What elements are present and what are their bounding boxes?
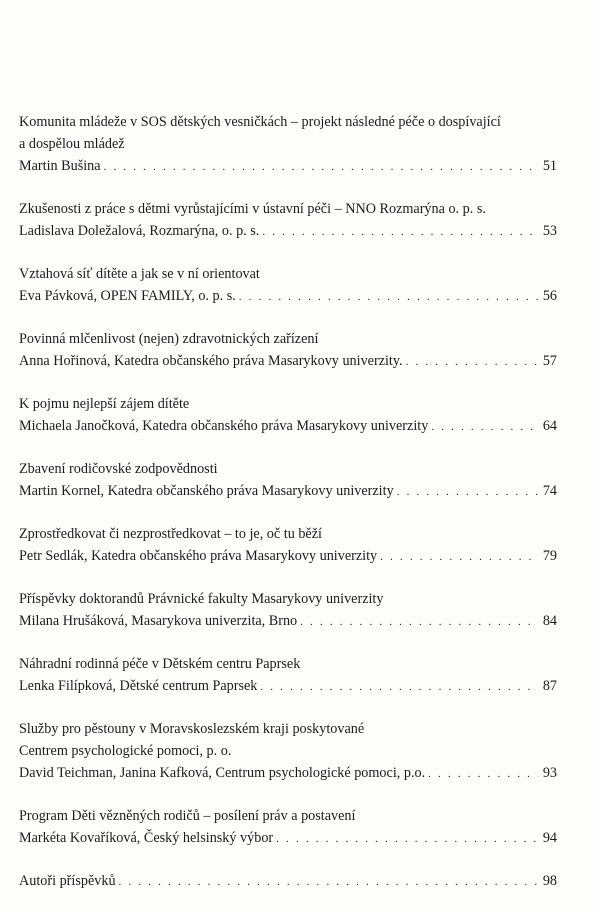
entry-author-row <box>19 285 557 308</box>
toc-entry <box>19 393 557 438</box>
entry-author: Milana Hrušáková, Masarykova univerzita, Brno <box>19 613 298 629</box>
entry-page-number: 57 <box>542 353 557 369</box>
entry-page-number: 53 <box>542 223 557 239</box>
leader-dots <box>397 481 538 503</box>
entry-author: Martin Kornel, Katedra občanského práva Masarykovy univerzity <box>19 483 394 499</box>
entry-title-line: Komunita mládeže v SOS dětských vesničkách – projekt následné péče o dospívající <box>19 114 501 130</box>
leader-dots <box>119 871 538 893</box>
entry-author: Martin Bušina <box>19 158 101 174</box>
entry-page-number: 98 <box>542 873 557 889</box>
toc-entry <box>19 870 557 893</box>
entry-author: Michaela Janočková, Katedra občanského práva Masarykovy univerzity <box>19 418 429 434</box>
entry-title-line: Zbavení rodičovské zodpovědnosti <box>19 461 218 477</box>
entry-author: Markéta Kovaříková, Český helsinský výbor <box>19 830 274 846</box>
entry-author-row <box>19 827 557 850</box>
entry-page-number: 87 <box>542 678 557 694</box>
entry-page-number: 79 <box>542 548 557 564</box>
entry-title-line: Zkušenosti z práce s dětmi vyrůstajícími v ústavní péči – NNO Rozmarýna o. p. s. <box>19 201 486 217</box>
toc-entry <box>19 328 557 373</box>
entry-title-line: Centrem psychologické pomoci, p. o. <box>19 743 232 759</box>
entry-author-row <box>19 675 557 698</box>
entry-author-row <box>19 545 557 568</box>
entry-title-line: Náhradní rodinná péče v Dětském centru Paprsek <box>19 656 301 672</box>
entry-author-row <box>19 480 557 503</box>
leader-dots <box>380 546 538 568</box>
entry-title-line: Vztahová síť dítěte a jak se v ní orientovat <box>19 266 260 282</box>
entry-author-row <box>19 415 557 438</box>
entry-author-row <box>19 762 557 785</box>
entry-page-number: 74 <box>542 483 557 499</box>
table-of-contents <box>19 111 557 913</box>
entry-page-number: 51 <box>542 158 557 174</box>
toc-entry <box>19 111 557 178</box>
leader-dots <box>239 286 538 308</box>
toc-entry <box>19 805 557 850</box>
leader-dots <box>276 828 538 850</box>
entry-author-row <box>19 220 557 243</box>
entry-author: Petr Sedlák, Katedra občanského práva Masarykovy univerzity <box>19 548 378 564</box>
toc-entry <box>19 263 557 308</box>
entry-title-line: K pojmu nejlepší zájem dítěte <box>19 396 190 412</box>
toc-entry <box>19 458 557 503</box>
entry-author: Autoři příspěvků <box>19 873 116 889</box>
entry-author: Eva Pávková, OPEN FAMILY, o. p. s. <box>19 288 236 304</box>
leader-dots <box>406 351 538 373</box>
entry-author: Lenka Filípková, Dětské centrum Paprsek <box>19 678 258 694</box>
toc-entry <box>19 523 557 568</box>
entry-author-row <box>19 610 557 633</box>
entry-title-line: Služby pro pěstouny v Moravskoslezském kraji poskytované <box>19 721 365 737</box>
leader-dots <box>260 676 537 698</box>
toc-entry <box>19 718 557 785</box>
entry-title-line: Program Děti vězněných rodičů – posílení práv a postavení <box>19 808 356 824</box>
entry-author-row <box>19 870 557 893</box>
leader-dots <box>300 611 538 633</box>
entry-title-line: Zprostředkovat či nezprostředkovat – to je, oč tu běží <box>19 526 322 542</box>
entry-page-number: 84 <box>542 613 557 629</box>
entry-author: David Teichman, Janina Kafková, Centrum psychologické pomoci, p.o. <box>19 765 426 781</box>
leader-dots <box>104 156 538 178</box>
entry-author-row <box>19 350 557 373</box>
toc-entry <box>19 588 557 633</box>
entry-title-line: Povinná mlčenlivost (nejen) zdravotnických zařízení <box>19 331 319 347</box>
entry-author: Ladislava Doležalová, Rozmarýna, o. p. s. <box>19 223 260 239</box>
entry-author: Anna Hořinová, Katedra občanského práva Masarykovy univerzity. <box>19 353 403 369</box>
entry-page-number: 64 <box>542 418 557 434</box>
toc-entry <box>19 653 557 698</box>
entry-title-line: a dospělou mládež <box>19 136 125 152</box>
leader-dots <box>431 416 538 438</box>
entry-page-number: 94 <box>542 830 557 846</box>
toc-entry <box>19 198 557 243</box>
entry-author-row <box>19 155 557 178</box>
leader-dots <box>428 763 538 785</box>
entry-title-line: Příspěvky doktorandů Právnické fakulty Masarykovy univerzity <box>19 591 384 607</box>
leader-dots <box>262 221 537 243</box>
entry-page-number: 56 <box>542 288 557 304</box>
entry-page-number: 93 <box>542 765 557 781</box>
